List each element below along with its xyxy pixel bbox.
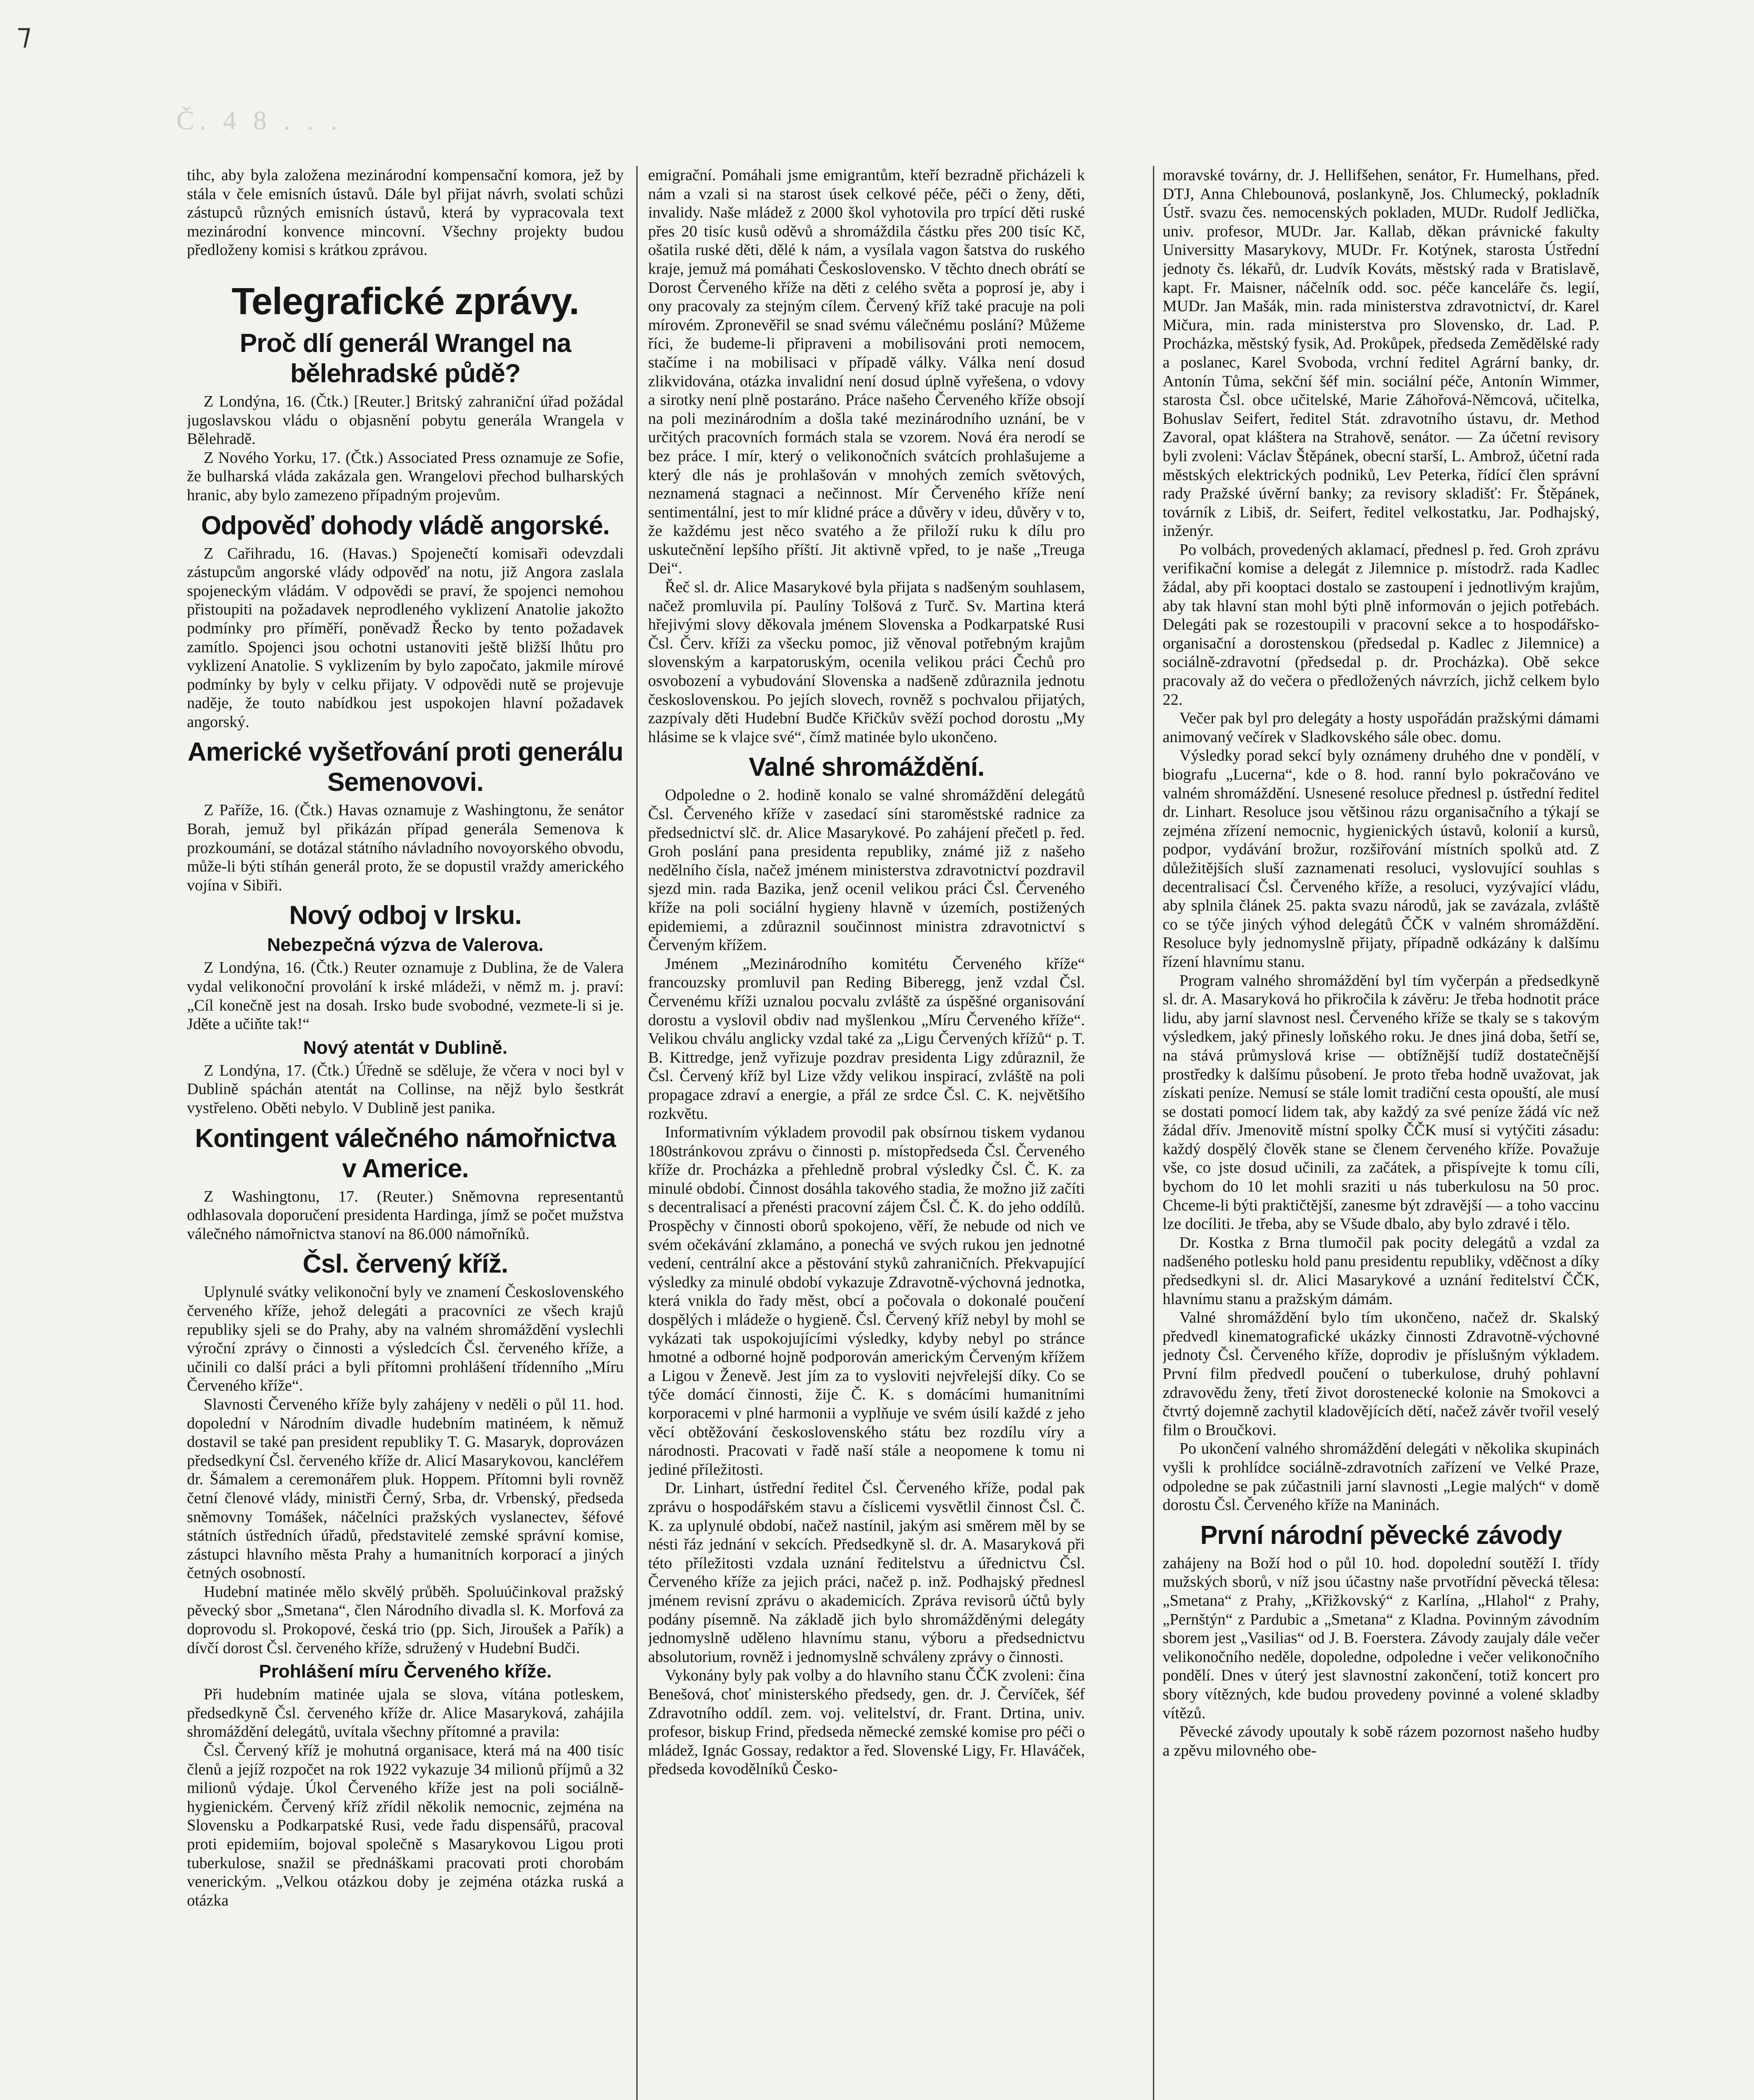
column-2 [648,166,1085,2100]
article-headline: Kontingent válečného námořnictva v Americe. [195,1124,616,1183]
article-text: Při hudebním matinée ujala se slova, vítána potleskem, předsedkyně Čsl. červeného kříže dr. Alice Masaryková, zahájila shromáždění delegátů, uvítala všechny přítomné a pravila: [187,1685,624,1741]
article-headline: Nový odboj v Irsku. [289,901,522,930]
article-text: Řeč sl. dr. Alice Masarykové byla přijata s nadšeným souhlasem, načež promluvila pí. Paulíny Tolšová z Turč. Sv. Martina která hřejivými slovy děkovala jménem Slovenska a Podkarpatské Rusi Čsl. Červ. kříži za všecku pomoc, již věnoval potřebným krajům slovenským a karpatoruským, ocenila velikou práci Čechů pro osvobození a vybudování Slovenska a nadšeně zdůraznila jednotu československou. Po jejích slovech, rovněž s pochvalou přijatých, zazpívaly děti Hudební Budče Křičkův svěží pochod dorostu „My hlásime se k vlajce své“, čímž matinée bylo ukončeno. [648,578,1085,746]
article-text: Z Londýna, 16. (Čtk.) [Reuter.] Britský zahraniční úřad požádal jugoslavskou vládu o objasnění pobytu generála Wrangela v Bělehradě. [187,392,624,448]
bleed-through-text: Č. 4 8 . . . [176,105,342,135]
article-headline: Valné shromáždění. [748,753,985,782]
article-text: Hudební matinée mělo skvělý průběh. Spoluúčinkoval pražský pěvecký sbor „Smetana“, člen Národního divadla sl. K. Morfová za doprovodu sl. Prokopové, česká trio (pp. Sich, Jiroušek a Pařík) a dívčí dorost Čsl. červeného kříže, sdružený v Hudební Budči. [187,1583,624,1657]
article-text: Vykonány byly pak volby a do hlavního stanu ČČK zvoleni: čina Benešová, choť ministerského předsedy, gen. dr. J. Červíček, šéf Zdravotního oddíl. zem. voj. velitelství, dr. Frant. Drtina, univ. profesor, biskup Frind, předseda německé zemské komise pro péči o mládež, Ignác Gossay, redaktor a řed. Slovenské Ligy, Fr. Hlaváček, předseda kovodělníků Česko- [648,1667,1085,1778]
article-text: Z Londýna, 17. (Čtk.) Úředně se sděluje, že včera v noci byl v Dublině spáchán atentát na Collinse, na nějž bylo šestkrát vystřeleno. Oběti nebylo. V Dublině jest panika. [187,1061,624,1117]
article-text: Po volbách, provedených aklamací, přednesl p. řed. Groh zprávu verifikační komise a delegát z Jilemnice p. místodrž. rada Kadlec žádal, aby při kooptaci dostalo se zastoupení i jednotlivým krajům, aby tak hlavní stan mohl býti plně informován o jejich potřebách. Delegáti pak se rozestoupili v pracovní sekce a to hospodářsko-organisační a dorostenskou (předsedal p. Kadlec z Jilemnice) a sociálně-zdravotní (předsedal p. dr. Procházka). Obě sekce pracovaly až do večera o předložených návrzích, jichž celkem bylo 22. [1163,541,1599,709]
article-text: emigrační. Pomáhali jsme emigrantům, kteří bezradně přicházeli k nám a vzali si na starost úsek celkové péče, péči o ženy, děti, invalidy. Naše mládež z 2000 škol vyhotovila pro trpící děti ruské přes 20 tisíc kusů oděvů a shromáždila částku přes 200 tisíc Kč, ošatila ruské děti, dělé k nám, a vysílala vagon šatstva do ruského kraje, jemuž má pomáhati Československo. V těchto dnech obrátí se Dorost Červeného kříže na děti z celého světa a poprosí je, aby i ony pracovaly za stejným cílem. Červený kříž také pracuje na poli mírovém. Zpronevěřil se snad svému válečnému poslání? Můžeme říci, že budeme-li připraveni a mobilisováni proti nemocem, stačíme i na mobilisaci v případě války. Válka není dosud zlikvidována, otázka invalidní není dosud úplně vyřešena, o vdovy a sirotky není plně postaráno. Práce našeho Červeného kříže obsojí na poli mezinárodním a došla také mezinárodního uznání, be v určitých pracovních formách stala se vzorem. Nová éra nerodí se bez práce. I mír, který o velikonočních svátcích prohlašujeme a který dle nás je prohlašován v mnohých zemích světových, neznamená stagnaci a nečinnost. Mír Červeného kříže není sentimentální, jest to mír klidné práce a důvěry v ideu, důvěry v to, že každému jest něco svatého a že přiloží ruku k dílu pro uskutečnění lepšího příští. Jit aktivně vpřed, to je naše „Treuga Dei“. [648,166,1085,578]
article-headline: Odpověď dohody vládě angorské. [201,511,610,540]
article-text: Po ukončení valného shromáždění delegáti v několika skupinách vyšli k prohlídce sociálně-zdravotních zařízení ve Velké Praze, odpoledne se pak zúčastnili jarní slavnosti „Legie malých“ v domě dorostu Čsl. Červeného kříže na Maninách. [1163,1440,1599,1514]
article-text: zahájeny na Boží hod o půl 10. hod. dopolední soutěží I. třídy mužských sborů, v níž jsou účastny naše prvotřídní pěvecká tělesa: „Smetana“ z Prahy, „Křižkovský“ z Karlína, „Hlahol“ z Prahy, „Pernštýn“ z Pardubic a „Smetana“ z Kladna. Povinným závodním sborem jest „Vasilias“ od J. B. Foerstera. Závody zaujaly dále večer velikonočního neděle, dopoledne, odpoledne i večer velikonočního pondělí. Dnes v úterý jest slavnostní zakončení, totiž koncert pro sbory vítězných, kde budou provedeny povinné a volené skladby vítězů. [1163,1554,1599,1722]
article-text: Z Washingtonu, 17. (Reuter.) Sněmovna representantů odhlasovala doporučení presidenta Hardinga, jímž se počet mužstva válečného námořnictva stanoví na 86.000 námořníků. [187,1187,624,1243]
article-text: moravské továrny, dr. J. Hellifšehen, senátor, Fr. Humelhans, před. DTJ, Anna Chlebounová, poslankyně, Jos. Chlumecký, pokladník Ústř. svazu čes. nemocenských pokladen, MUDr. Rudolf Jedlička, univ. profesor, MUDr. Jar. Kallab, děkan právnické fakulty Universitty Masarykovy, MUDr. Fr. Kotýnek, starosta Ústřední jednoty čs. lékařů, dr. Ludvík Kováts, městský rada v Bratislavě, kapt. Fr. Maisner, náčelník odd. soc. péče kanceláře čs. legií, MUDr. Jan Mašák, min. rada ministerstva zdravotnictví, dr. Karel Mičura, min. rada ministerstva pro Slovensko, dr. Lad. P. Procházka, městský fysik, Ad. Prokůpek, předseda Zemědělské rady a poslanec, Karel Svoboda, vrchní ředitel Agrární banky, dr. Antonín Tůma, sekční šéf min. sociální péče, Antonín Wimmer, starosta Čsl. obce učitelské, Marie Záhořová-Němcová, učitelka, Bohuslav Seifert, ředitel Stát. zdravotního ústavu, dr. Method Zavoral, opat kláštera na Strahově, senátor. — Za účetní revisory byli zvoleni: Václav Štěpánek, obecní starší, L. Ambrož, účetní rada městských elektrických podniků, Lev Peterka, řídící člen správní rady Pražské úvěrní banky; za revisory skladišť: Fr. Štěpánek, továrník z Libiš, dr. Seifert, ředitel velkostatku, Jar. Podhajský, inženýr. [1163,166,1599,540]
article-headline: Proč dlí generál Wrangel na bělehradské půdě? [239,328,571,388]
article-text: tihc, aby byla založena mezinárodní kompensační komora, jež by stála v čele emisních ústavů. Dále byl přijat návrh, svolati schůzi zástupců různých emisních ústavů, která by vypracovala text mezinárodní konvence mincovní. Všechny projekty budou předloženy komisi s krátkou zprávou. [187,166,624,259]
article-headline: První národní pěvecké závody [1200,1520,1562,1550]
article-text: Z Cařihradu, 16. (Havas.) Spojenečtí komisaři odevzdali zástupcům angorské vlády odpověď na notu, již Angora zaslala spojeneckým vládám. V odpovědi se praví, že spojenci nemohou přistoupiti na požadavek neprodleného vyklizení Anatolie jakožto podmínky pro příměří, poněvadž Řecko by tento požadavek zamítlo. Spojenci jsou ochotni ustanoviti ještě bližší lhůtu pro vyklizení Anatolie. S vyklizením by bylo započato, jakmile mírové podmínky by byly v celku přijaty. V odpovědi nutě se projevuje naděje, že touto nabídkou jest uspokojen hlavní požadavek angorský. [187,544,624,731]
article-text: Uplynulé svátky velikonoční byly ve znamení Československého červeného kříže, jehož delegáti a pracovníci ze všech krajů republiky sjeli se do Prahy, aby na valném shromáždění vyslechli výroční zprávy o činnosti a výsledcích Čsl. červeného kříže, a učinili co další práci a byli přítomni prohlášení třídenního „Míru Červeného kříže“. [187,1283,624,1395]
article-text: Čsl. Červený kříž je mohutná organisace, která má na 400 tisíc členů a jejíž rozpočet na rok 1922 vykazuje 34 milionů příjmů a 32 milionů výdaje. Úkol Červeného kříže jest na poli sociálně-hygienickém. Červený kříž zřídil několik nemocnic, zejména na Slovensku a Podkarpatské Rusi, vede řadu dispensářů, pracoval proti epidemiím, bojoval společně s Masarykovou Ligou proti tuberkulose, snažil se přednáškami pracovati proti chorobám venerickým. „Velkou otázkou doby je zejména otázka ruská a otázka [187,1742,624,1909]
article-text: Program valného shromáždění byl tím vyčerpán a předsedkyně sl. dr. A. Masaryková ho přikročila k závěru: Je třeba hodnotit práce lidu, aby jarní slavnost nesl. Červeného kříže se tkaly se s takovým výsledkem, jaký přinesly loňského roku. Je dnes jiná doba, šetří se, na stává průmyslová krise — obtížnější tudíž dostatečnější prostředky k dalšímu působení. Je proto třeba hodně uvažovat, jak získati peníze. Nemusí se stále lomit tradiční cesta opouští, ale musí se dostati pomocí lidem tak, aby každý za své peníze žádá víc než žádal dřív. Jmenovitě místní spolky ČČK musí si vytýčiti zásadu: každý dospělý člověk stane se členem červeného kříže. Považuje vše, co jste dosud učinili, za začátek, a přispívejte k tomu cíli, bychom do 10 let mohli sraziti u nás tuberkulosu na 50 proc. Chceme-li býti praktičtější, zanesme být zdravější — a toho vaccinu lze docíliti. Je třeba, aby se Všude dbalo, aby bylo zdravé i tělo. [1163,971,1599,1233]
article-text: Valné shromáždění bylo tím ukončeno, načež dr. Skalský předvedl kinematografické ukázky činnosti Zdravotně-výchovné jednoty Čsl. Červeného kříže, doprodiv je příslušným výkladem. První film předvedl poučení o tuberkulose, druhý pohlavní zdravovědu ženy, třetí život dorostenecké kolonie na Smokovci a čtvrtý dojemně zachytil kladovějících dětí, načež závěr tvořil veselý film o Broučkovi. [1163,1309,1599,1439]
article-text: Informativním výkladem provodil pak obsírnou tiskem vydanou 180stránkovou zprávu o činnosti p. místopředseda Čsl. Červeného kříže dr. Procházka a přehledně probral výsledky Čsl. Č. K. za minulé období. Činnost dosáhla takového stadia, že možno již začíti s decentralisací a přenésti pracovní zájem Čsl. Č. K. do jeho oddílů. Prospěchy v činnosti oborů spokojeno, věří, že nebude od nich ve svém očekávání zklamáno, a ponechá ve svých rukou jen jednotné vedení, centrální akce a pěstování styků zahraničních. Překvapující výsledky za minulé období vykazuje Zdravotně-výchovná jednotka, která vnikla do řady měst, obcí a počovala o dokonalé poučení dospělých i mládeže o hygieně. Čsl. Červený kříž nebyl by mohl se vykázati tak uspokojujícími výsledky, kdyby nebyl po stránce hmotné a odborné hojně podporován americkým Červeným křížem a Ligou v Ženevě. Jest jím za to vysloviti nejvřelejší díky. Co se týče domácí činnosti, žije Č. K. s domácími humanitními korporacemi v plné harmonii a vyplňuje ve svém úsilí každé z jeho věcí obtěžování československého státu bez rozdílu víry a národnosti. Pracovati v řadě naší stále a neopomene k tomu ni jediné příležitosti. [648,1124,1085,1478]
column-1 [187,166,624,2100]
article-text: Večer pak byl pro delegáty a hosty uspořádán pražskými dámami animovaný večírek v Sladkovského sále obec. domu. [1163,709,1599,746]
article-text: Slavnosti Červeného kříže byly zahájeny v neděli o půl 11. hod. dopolední v Národním divadle hudebním matinéem, k němuž dostavil se také pan president republiky T. G. Masaryk, doprovázen předsedkyní Čsl. červeného kříže dr. Alicí Masarykovou, kancléřem dr. Šámalem a ceremonářem pluk. Hoppem. Přítomni byli rovněž četní členové vlády, ministři Černý, Srba, dr. Vrbenský, předseda sněmovny Tomášek, náčelníci pražských vyslanectev, šéfové státních ústředních úřadů, představitelé zemské správní komise, zástupci hlavního města Prahy a humanitních korporací a jiných četných osobností. [187,1395,624,1582]
article-text: Výsledky porad sekcí byly oznámeny druhého dne v pondělí, v biografu „Lucerna“, kde o 8. hod. ranní bylo pokračováno ve valném shromáždění. Usnesené resoluce přednesl p. ústřední ředitel dr. Linhart. Resoluce jsou většinou rázu organisačního a týkají se zejména zřízení nemocnic, hygienických ústavů, kolonií a kursů, podpor, vydávání brožur, rozšiřování místních spolků atd. Z důležitějších sluší zaznamenati resoluci, vyslovující souhlas s decentralisací Čsl. Červeného kříže, a resoluci, vyzývající vládu, aby splnila článek 25. pakta svazu národů, jak se zavázala, zvláště co se týče jiných výhod delegátů ČČK v valném shromáždění. Resoluce byly jednomyslně přijaty, případně odkázány k dalšímu řízení hlavnímu stanu. [1163,747,1599,971]
article-subheadline: Nový atentát v Dublině. [303,1037,508,1058]
column-rule [636,166,638,2100]
column-3 [1163,166,1599,2100]
article-headline: Americké vyšetřování proti generálu Semenovovi. [187,738,623,797]
article-text: Jménem „Mezinárodního komitétu Červeného kříže“ francouzsky promluvil pan Reding Biberegg, jenž vzdal Čsl. Červenému kříži uznalou pocvalu zvláště za úspěšné organisování dorostu a vyslovil obdiv nad myšlenkou „Míru Červeného kříže“. Velikou chválu anglicky vzdal také za „Ligu Červených křížů“ p. T. B. Kittredge, jenž vyřizuje pozdrav presidenta Ligy zdůraznil, že Čsl. Červený kříž byl Lize vždy velikou inspirací, zvláště na poli propagace zdraví a energie, a přál ze srdce Čsl. C. K. největšího rozkvětu. [648,955,1085,1123]
column-rule [1153,166,1154,2100]
article-text: Z Nového Yorku, 17. (Čtk.) Associated Press oznamuje ze Sofie, že bulharská vláda zakázala gen. Wrangelovi přechod bulharských hranic, aby bylo zamezeno případným projevům. [187,449,624,504]
article-subheadline: Prohlášení míru Červeného kříže. [259,1661,552,1682]
article-text: Z Londýna, 16. (Čtk.) Reuter oznamuje z Dublina, že de Valera vydal velikonoční provolání k irské mládeži, v němž m. j. praví: „Cíl konečně jest na dosah. Irsko bude svobodné, vezmete-li si je. Jděte a učiňte tak!“ [187,959,624,1033]
article-text: Dr. Linhart, ústřední ředitel Čsl. Červeného kříže, podal pak zprávu o hospodářském stavu a číslicemi vysvětlil činnost Čsl. Č. K. za uplynulé období, načež nastínil, jakým asi směrem měl by se nésti řáz jednání v sekcích. Předsedkyně sl. dr. A. Masaryková při této příležitosti vzdala uznání ředitelstvu a úřednictvu Čsl. Červeného kříže za jejich práci, načež p. inž. Podhajský přednesl jménem revisní zprávu o akademicích. Zpráva revisorů účtů byly podány písemně. Na základě jich bylo shromážděnými delegáty jednomyslně uděleno hlavnímu stanu, výboru a předsednictvu absolutorium, rovněž i jednomyslně schváleny zprávy o činnosti. [648,1479,1085,1666]
section-title: Telegrafické zprávy. [231,280,579,323]
article-text: Z Paříže, 16. (Čtk.) Havas oznamuje z Washingtonu, že senátor Borah, jemuž byl přikázán případ generála Semenova k prozkoumání, se dotázal státního návladního novoyorského obvodu, může-li býti stíhán generál proto, že se dopustil vraždy amerického vojína v Sibiři. [187,801,624,894]
article-text: Dr. Kostka z Brna tlumočil pak pocity delegátů a vzdal za nadšeného potlesku hold panu presidentu republiky, vděčnost a díky předsedkyni sl. dr. Alici Masarykové a uznání ředitelství ČČK, hlavnímu stanu a pražským dámám. [1163,1234,1599,1308]
article-text: Odpoledne o 2. hodině konalo se valné shromáždění delegátů Čsl. Červeného kříže v zasedací síni staroměstské radnice za předsednictví slč. dr. Alice Masarykové. Po zahájení přečetl p. řed. Groh poslání pana presidenta republiky, známé již z našeho nedělního čísla, načež jménem ministerstva zdravotnictví pozdravil sjezd min. rada Bazika, jenž ocenil velikou práci Čsl. Červeného kříže na poli sociální hygieny hlavně v územích, postižených epidemiemi, a zdůraznil součinnost ministra zdravotnictví s Červeným křížem. [648,786,1085,954]
article-headline: Čsl. červený kříž. [302,1250,508,1279]
article-subheadline: Nebezpečná výzva de Valerova. [267,934,544,956]
article-text: Pěvecké závody upoutaly k sobě rázem pozornost našeho hudby a zpěvu milovného obe- [1163,1723,1599,1759]
page-edge-mark: ⁊ [17,18,32,51]
